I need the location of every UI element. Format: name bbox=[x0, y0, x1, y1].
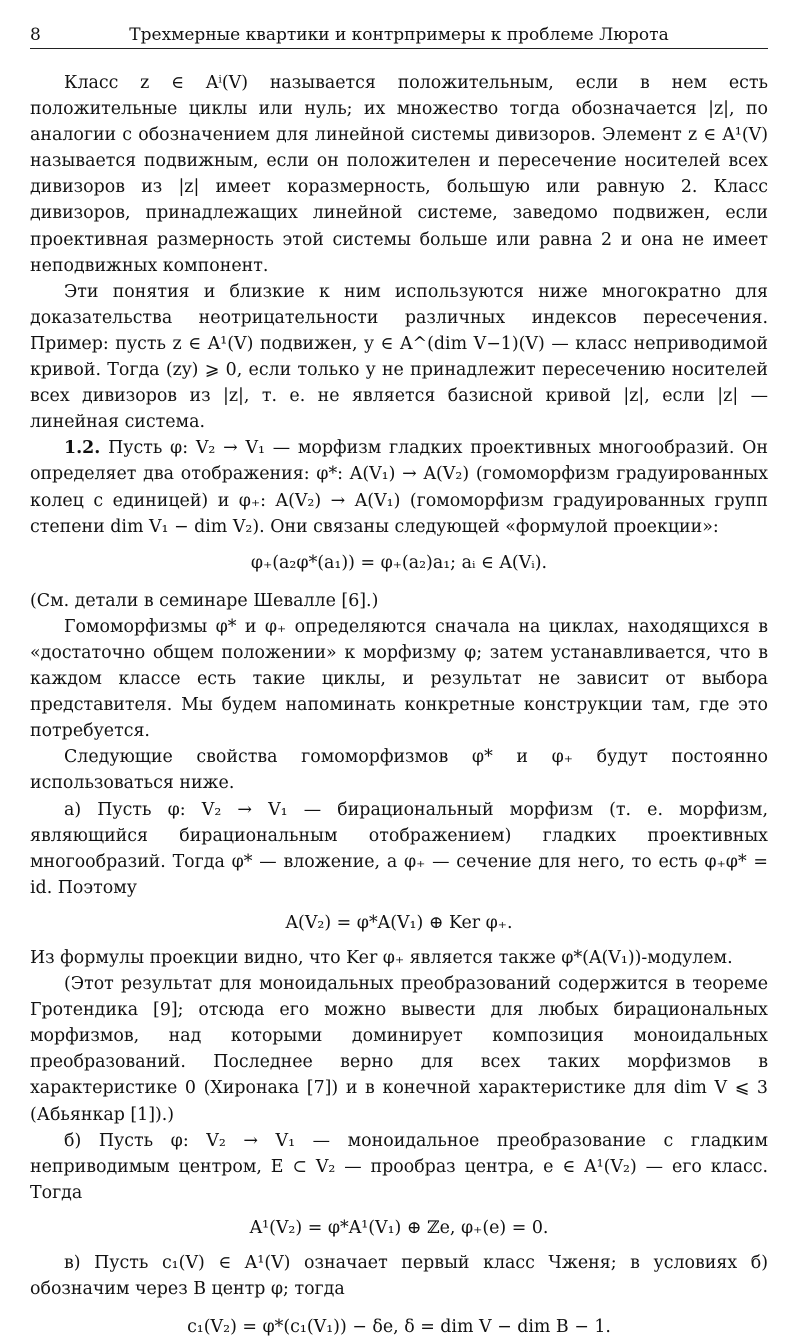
formula-decomposition: A(V₂) = φ*A(V₁) ⊕ Ker φ₊. bbox=[285, 912, 513, 933]
section-1-2-text: Пусть φ: V₂ → V₁ — морфизм гладких проективных многообразий. Он определяет два отображения: φ*: A(V₁) → A(V₂) (гомоморфизм градуированных колец с единицей) и φ₊: A(V₂) → A(V₁) (гомоморфизм градуированных групп степени dim V₁ − dim V₂). Они связаны следующей «формулой проекции»: bbox=[30, 438, 768, 537]
section-number: 1.2. bbox=[64, 438, 101, 459]
paragraph-property-a: а) Пусть φ: V₂ → V₁ — бирациональный морфизм (т. е. морфизм, являющийся бирациональным отображением) гладких проективных многообразий. Тогда φ* — вложение, а φ₊ — сечение для него, то есть φ₊φ* = id. Поэтому bbox=[30, 799, 768, 898]
paragraph-ker-module: Из формулы проекции видно, что Ker φ₊ является также φ*(A(V₁))-модулем. bbox=[30, 948, 733, 968]
paragraph-section-1-2 bbox=[30, 435, 768, 539]
formula-projection: φ₊(a₂φ*(a₁)) = φ₊(a₂)a₁; aᵢ ∈ A(Vᵢ). bbox=[250, 552, 548, 573]
paragraph-properties-intro: Следующие свойства гомоморфизмов φ* и φ₊ будут постоянно использоваться ниже. bbox=[30, 747, 768, 794]
paragraph-see-chevalley: (См. детали в семинаре Шевалле [6].) bbox=[30, 590, 379, 611]
formula-monoidal: A¹(V₂) = φ*A¹(V₁) ⊕ ℤe, φ₊(e) = 0. bbox=[249, 1217, 549, 1238]
paragraph-grothendieck-remark: (Этот результат для моноидальных преобразований содержится в теореме Гротендика [9]; отсюда его можно вывести для любых бирациональных морфизмов, над которыми доминирует композиция моноидальных преобразований. Последнее верно для всех таких морфизмов в характеристике 0 (Хиронака [7]) и в конечной характеристике для dim V ⩽ 3 (Абьянкар [1]).) bbox=[30, 974, 768, 1125]
paragraph-property-v: в) Пусть c₁(V) ∈ A¹(V) означает первый класс Чженя; в условиях б) обозначим через B центр φ; тогда bbox=[30, 1253, 768, 1300]
page-number: 8 bbox=[30, 25, 41, 45]
page-body bbox=[30, 70, 768, 1340]
paragraph-intersection-indices: Эти понятия и близкие к ним используются ниже многократно для доказательства неотрицательности различных индексов пересечения. Пример: пусть z ∈ A¹(V) подвижен, y ∈ A^(dim V−1)(V) — класс неприводимой кривой. Тогда (zy) ⩾ 0, если только y не принадлежит пересечению носителей всех дивизоров из |z|, т. е. не является базисной кривой |z|, если |z| — линейная система. bbox=[30, 281, 768, 433]
formula-chern-class: c₁(V₂) = φ*(c₁(V₁)) − δe, δ = dim V − dim B − 1. bbox=[187, 1317, 611, 1338]
paragraph-positive-classes: Класс z ∈ Aⁱ(V) называется положительным, если в нем есть положительные циклы или нуль; их множество тогда обозначается |z|, по аналогии с обозначением для линейной системы дивизоров. Элемент z ∈ A¹(V) называется подвижным, если он положителен и пересечение носителей всех дивизоров из |z| имеет коразмерность, большую или равную 2. Класс дивизоров, принадлежащих линейной системе, заведомо подвижен, если проективная размерность этой системы больше или равна 2 и она не имеет неподвижных компонент. bbox=[30, 73, 768, 276]
paragraph-homomorphisms-defined: Гомоморфизмы φ* и φ₊ определяются сначала на циклах, находящихся в «достаточно общем положении» к морфизму φ; затем устанавливается, что в каждом классе есть такие циклы, и результат не зависит от выбора представителя. Мы будем напоминать конкретные конструкции там, где это потребуется. bbox=[30, 616, 768, 742]
running-header bbox=[30, 22, 768, 49]
paragraph-property-b: б) Пусть φ: V₂ → V₁ — моноидальное преобразование с гладким неприводимым центром, E ⊂ V₂ — прообраз центра, e ∈ A¹(V₂) — его класс. Тогда bbox=[30, 1130, 768, 1203]
running-title: Трехмерные квартики и контрпримеры к проблеме Люрота bbox=[129, 25, 669, 45]
